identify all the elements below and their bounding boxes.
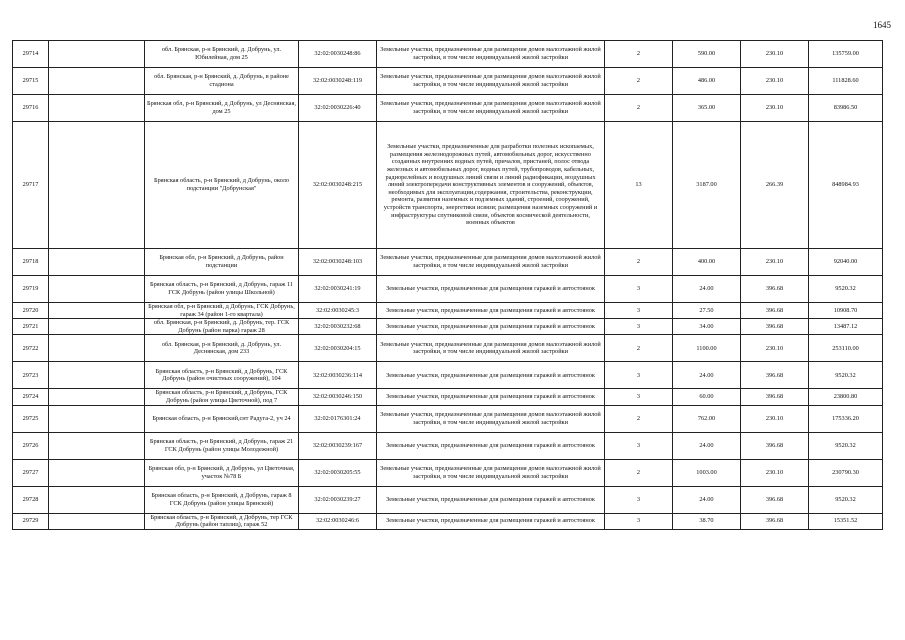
- specific-value-cell: 396.68: [741, 276, 809, 303]
- area-cell: 365.00: [673, 95, 741, 122]
- address-cell: Брянская область, р-н Брянский, д Добрунь, гараж 11 ГСК Добрунь (район улицы Школьной): [145, 276, 299, 303]
- blank-cell: [49, 122, 145, 249]
- cadastral-number-cell: 32:02:0030241:19: [299, 276, 377, 303]
- blank-cell: [49, 459, 145, 486]
- specific-value-cell: 230.10: [741, 405, 809, 432]
- area-cell: 486.00: [673, 68, 741, 95]
- cadastral-number-cell: 32:02:0030246:6: [299, 513, 377, 529]
- specific-value-cell: 396.68: [741, 513, 809, 529]
- blank-cell: [49, 319, 145, 335]
- table-row: [13, 362, 883, 389]
- area-cell: 1100.00: [673, 335, 741, 362]
- table-row: [13, 319, 883, 335]
- specific-value-cell: 396.68: [741, 432, 809, 459]
- land-use-group-cell: 2: [605, 95, 673, 122]
- cadastral-number-cell: 32:02:0030205:55: [299, 459, 377, 486]
- address-cell: Брянская область, р-н Брянский, д Добрунь, ГСК Добрунь (район улицы Цветочной), под 7: [145, 389, 299, 405]
- area-cell: 24.00: [673, 486, 741, 513]
- land-use-cell: Земельные участки, предназначенные для размещения гаражей и автостоянок: [377, 389, 605, 405]
- land-use-group-cell: 3: [605, 303, 673, 319]
- specific-value-cell: 396.68: [741, 319, 809, 335]
- cadastral-cost-cell: 111828.60: [809, 68, 883, 95]
- page-number: 1645: [873, 20, 891, 30]
- blank-cell: [49, 486, 145, 513]
- land-use-group-cell: 3: [605, 362, 673, 389]
- land-use-cell: Земельные участки, предназначенные для размещения домов малоэтажной жилой застройки, в том числе индивидуальной жилой застройки: [377, 249, 605, 276]
- address-cell: обл. Брянская, р-н Брянский, д. Добрунь, ул. Юбилейная, дом 25: [145, 41, 299, 68]
- cadastral-number-cell: 32:02:0030246:150: [299, 389, 377, 405]
- land-use-group-cell: 3: [605, 432, 673, 459]
- specific-value-cell: 230.10: [741, 41, 809, 68]
- area-cell: 590.00: [673, 41, 741, 68]
- cadastral-number-cell: 32:02:0030204:15: [299, 335, 377, 362]
- cadastral-cost-cell: 9520.32: [809, 276, 883, 303]
- specific-value-cell: 230.10: [741, 459, 809, 486]
- row-number-cell: 29718: [13, 249, 49, 276]
- land-use-cell: Земельные участки, предназначенные для размещения гаражей и автостоянок: [377, 432, 605, 459]
- address-cell: обл. Брянская, р-н Брянский, д. Добрунь, тер. ГСК Добрунь (район парка) гараж 28: [145, 319, 299, 335]
- table-row: [13, 335, 883, 362]
- table-row: [13, 432, 883, 459]
- land-use-cell: Земельные участки, предназначенные для размещения гаражей и автостоянок: [377, 276, 605, 303]
- cadastral-number-cell: 32:02:0030248:103: [299, 249, 377, 276]
- area-cell: 3187.00: [673, 122, 741, 249]
- blank-cell: [49, 68, 145, 95]
- address-cell: обл. Брянская, р-н Брянский, д. Добрунь, ул. Деснянская, дом 233: [145, 335, 299, 362]
- address-cell: Брянская обл, р-н Брянский, д Добрунь, ул Деснянская, дом 25: [145, 95, 299, 122]
- row-number-cell: 29727: [13, 459, 49, 486]
- address-cell: Брянская область, р-н Брянский, д Добрунь, гараж 8 ГСК Добрунь (район улицы Брянской): [145, 486, 299, 513]
- land-use-cell: Земельные участки, предназначенные для размещения домов малоэтажной жилой застройки, в том числе индивидуальной жилой застройки: [377, 335, 605, 362]
- land-use-group-cell: 3: [605, 389, 673, 405]
- blank-cell: [49, 432, 145, 459]
- row-number-cell: 29723: [13, 362, 49, 389]
- cadastral-value-table: [12, 40, 883, 530]
- table-row: [13, 303, 883, 319]
- cadastral-cost-cell: 23800.80: [809, 389, 883, 405]
- specific-value-cell: 230.10: [741, 335, 809, 362]
- row-number-cell: 29726: [13, 432, 49, 459]
- table-row: [13, 276, 883, 303]
- row-number-cell: 29719: [13, 276, 49, 303]
- area-cell: 24.00: [673, 432, 741, 459]
- specific-value-cell: 396.68: [741, 486, 809, 513]
- table-row: [13, 41, 883, 68]
- land-use-group-cell: 2: [605, 335, 673, 362]
- cadastral-cost-cell: 135759.00: [809, 41, 883, 68]
- row-number-cell: 29715: [13, 68, 49, 95]
- address-cell: Брянская область, р-н Брянский, д Добрунь, около подстанции "Добрунская": [145, 122, 299, 249]
- area-cell: 1003.00: [673, 459, 741, 486]
- table-row: [13, 249, 883, 276]
- land-use-cell: Земельные участки, предназначенные для размещения домов малоэтажной жилой застройки, в том числе индивидуальной жилой застройки: [377, 68, 605, 95]
- land-use-cell: Земельные участки, предназначенные для размещения домов малоэтажной жилой застройки, в том числе индивидуальной жилой застройки: [377, 405, 605, 432]
- table-row: [13, 405, 883, 432]
- land-use-group-cell: 2: [605, 68, 673, 95]
- land-use-group-cell: 2: [605, 249, 673, 276]
- row-number-cell: 29728: [13, 486, 49, 513]
- blank-cell: [49, 249, 145, 276]
- land-use-cell: Земельные участки, предназначенные для размещения гаражей и автостоянок: [377, 303, 605, 319]
- specific-value-cell: 230.10: [741, 249, 809, 276]
- cadastral-cost-cell: 848984.93: [809, 122, 883, 249]
- table-row: [13, 513, 883, 529]
- area-cell: 27.50: [673, 303, 741, 319]
- cadastral-number-cell: 32:02:0030239:27: [299, 486, 377, 513]
- address-cell: Брянская обл, р-н Брянский, д Добрунь, ГСК Добрунь, гараж 34 (район 1-го квартала): [145, 303, 299, 319]
- cadastral-number-cell: 32:02:0030232:68: [299, 319, 377, 335]
- blank-cell: [49, 513, 145, 529]
- cadastral-number-cell: 32:02:0176301:24: [299, 405, 377, 432]
- blank-cell: [49, 95, 145, 122]
- cadastral-cost-cell: 9520.32: [809, 362, 883, 389]
- area-cell: 762.00: [673, 405, 741, 432]
- row-number-cell: 29722: [13, 335, 49, 362]
- land-use-group-cell: 3: [605, 276, 673, 303]
- row-number-cell: 29725: [13, 405, 49, 432]
- cadastral-number-cell: 32:02:0030236:114: [299, 362, 377, 389]
- specific-value-cell: 396.68: [741, 362, 809, 389]
- area-cell: 24.00: [673, 276, 741, 303]
- cadastral-number-cell: 32:02:0030248:86: [299, 41, 377, 68]
- cadastral-number-cell: 32:02:0030239:167: [299, 432, 377, 459]
- cadastral-cost-cell: 230790.30: [809, 459, 883, 486]
- row-number-cell: 29724: [13, 389, 49, 405]
- cadastral-cost-cell: 175336.20: [809, 405, 883, 432]
- table-row: [13, 486, 883, 513]
- land-use-group-cell: 2: [605, 459, 673, 486]
- cadastral-number-cell: 32:02:0030248:215: [299, 122, 377, 249]
- land-use-group-cell: 3: [605, 486, 673, 513]
- area-cell: 400.00: [673, 249, 741, 276]
- land-use-cell: Земельные участки, предназначенные для размещения домов малоэтажной жилой застройки, в том числе индивидуальной жилой застройки: [377, 459, 605, 486]
- cadastral-cost-cell: 9520.32: [809, 486, 883, 513]
- row-number-cell: 29714: [13, 41, 49, 68]
- area-cell: 24.00: [673, 362, 741, 389]
- land-use-group-cell: 3: [605, 319, 673, 335]
- cadastral-cost-cell: 13487.12: [809, 319, 883, 335]
- table-row: [13, 459, 883, 486]
- land-use-group-cell: 2: [605, 405, 673, 432]
- area-cell: 34.00: [673, 319, 741, 335]
- blank-cell: [49, 335, 145, 362]
- land-use-cell: Земельные участки, предназначенные для размещения гаражей и автостоянок: [377, 319, 605, 335]
- specific-value-cell: 230.10: [741, 68, 809, 95]
- table-row: [13, 389, 883, 405]
- cadastral-cost-cell: 253110.00: [809, 335, 883, 362]
- address-cell: Брянская обл, р-н Брянский, д Добрунь, район подстанции: [145, 249, 299, 276]
- land-use-cell: Земельные участки, предназначенные для размещения домов малоэтажной жилой застройки, в том числе индивидуальной жилой застройки: [377, 41, 605, 68]
- land-use-cell: Земельные участки, предназначенные для размещения гаражей и автостоянок: [377, 513, 605, 529]
- address-cell: Брянская обл, р-н Брянский, д Добрунь, ул Цветочная, участок №78 Б: [145, 459, 299, 486]
- row-number-cell: 29729: [13, 513, 49, 529]
- area-cell: 60.00: [673, 389, 741, 405]
- land-use-cell: Земельные участки, предназначенные для размещения гаражей и автостоянок: [377, 362, 605, 389]
- address-cell: обл. Брянская, р-н Брянский, д. Добрунь, в районе стадиона: [145, 68, 299, 95]
- cadastral-cost-cell: 92040.00: [809, 249, 883, 276]
- specific-value-cell: 396.68: [741, 303, 809, 319]
- land-use-cell: Земельные участки, предназначенные для размещения домов малоэтажной жилой застройки, в том числе индивидуальной жилой застройки: [377, 95, 605, 122]
- address-cell: Брянская область, р-н Брянский, д Добрунь, гараж 21 ГСК Добрунь (район улицы Молодежной): [145, 432, 299, 459]
- cadastral-number-cell: 32:02:0030226:40: [299, 95, 377, 122]
- blank-cell: [49, 362, 145, 389]
- cadastral-cost-cell: 83986.50: [809, 95, 883, 122]
- cadastral-number-cell: 32:02:0030245:3: [299, 303, 377, 319]
- land-use-group-cell: 13: [605, 122, 673, 249]
- land-use-cell: Земельные участки, предназначенные для размещения гаражей и автостоянок: [377, 486, 605, 513]
- cadastral-cost-cell: 10908.70: [809, 303, 883, 319]
- blank-cell: [49, 303, 145, 319]
- land-use-group-cell: 3: [605, 513, 673, 529]
- address-cell: Брянская область, р-н Брянский, д Добрунь, ГСК Добрунь (район очистных сооружений), 104: [145, 362, 299, 389]
- row-number-cell: 29716: [13, 95, 49, 122]
- row-number-cell: 29721: [13, 319, 49, 335]
- specific-value-cell: 266.39: [741, 122, 809, 249]
- cadastral-cost-cell: 9520.32: [809, 432, 883, 459]
- area-cell: 38.70: [673, 513, 741, 529]
- cadastral-number-cell: 32:02:0030248:119: [299, 68, 377, 95]
- row-number-cell: 29717: [13, 122, 49, 249]
- address-cell: Брянская область, р-н Брянский,снт Радуга-2, уч 24: [145, 405, 299, 432]
- blank-cell: [49, 41, 145, 68]
- blank-cell: [49, 405, 145, 432]
- blank-cell: [49, 276, 145, 303]
- specific-value-cell: 230.10: [741, 95, 809, 122]
- cadastral-cost-cell: 15351.52: [809, 513, 883, 529]
- table-row: [13, 95, 883, 122]
- specific-value-cell: 396.68: [741, 389, 809, 405]
- table-row: [13, 122, 883, 249]
- row-number-cell: 29720: [13, 303, 49, 319]
- land-use-cell: Земельные участки, предназначенные для разработки полезных ископаемых, размещения железнодорожных путей, автомобильных дорог, искусственно созданных внутренних водных путей, причалов, пристаней, полос отвода железных и автомобильных дорог, водных путей, трубопроводов, кабельных, радиорелейных и воздушных линий связи и линий радиофикации, воздушных линий электропередачи конструктивных элементов и сооружений, объектов, необходимых для эксплуатации,содержания, строительства, реконструкции, ремонта, развития наземных и подземных зданий, строений, сооружений, устройств транспорта, энергетики исвязи; размещения наземных сооружений и инфраструктуры спутниковой связи, объектов космической деятельности, военных объектов: [377, 122, 605, 249]
- land-use-group-cell: 2: [605, 41, 673, 68]
- blank-cell: [49, 389, 145, 405]
- table-row: [13, 68, 883, 95]
- address-cell: Брянская область, р-н Брянский, д Добрунь, тер ГСК Добрунь (район таплиц), гараж 52: [145, 513, 299, 529]
